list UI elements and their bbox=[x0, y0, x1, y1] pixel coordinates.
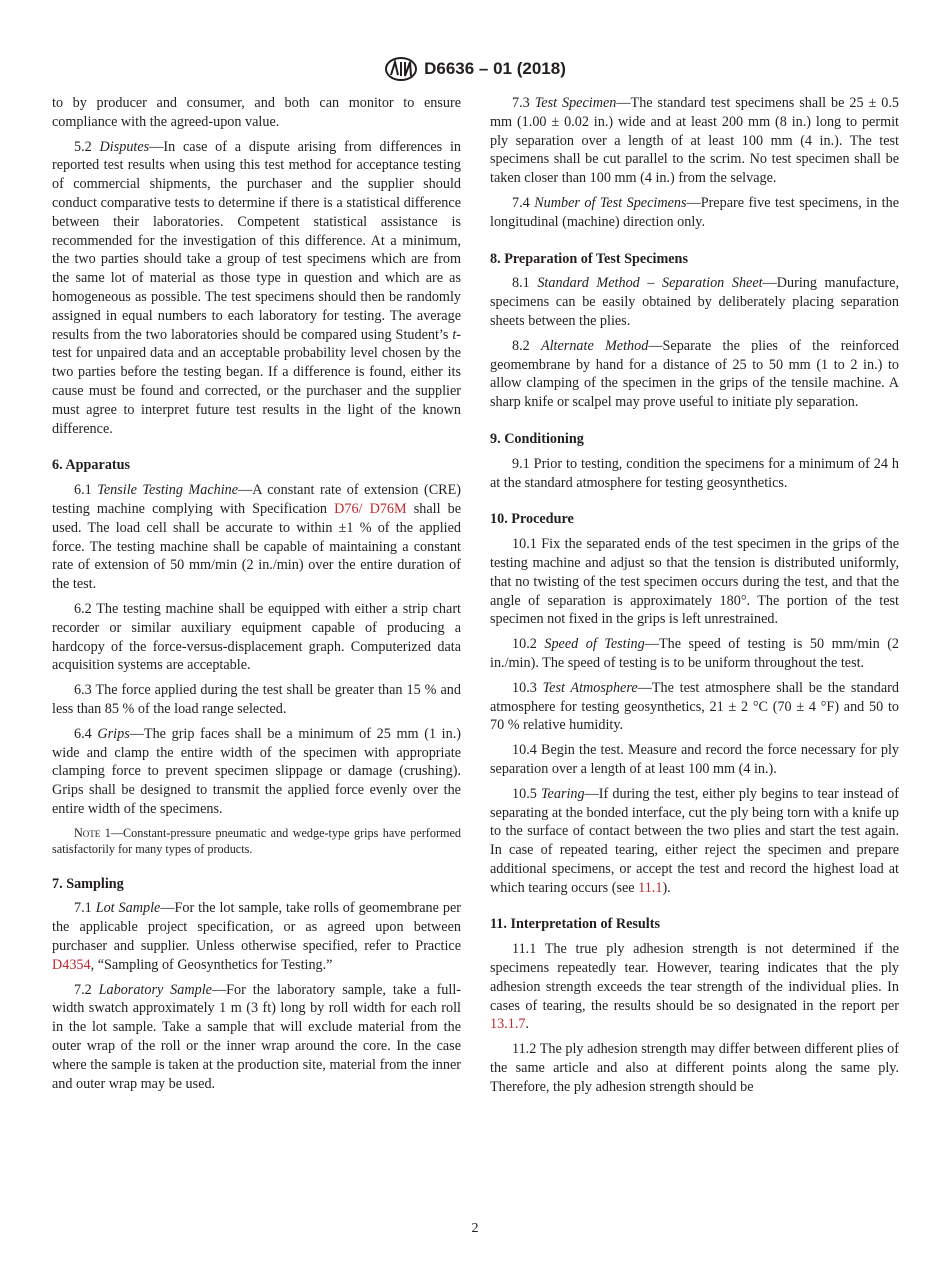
text-run: —During manufacture, specimens can be easily obtained by deliberately placing separation sheets between the plies. bbox=[490, 275, 900, 329]
paragraph-title: Tensile Testing Machine bbox=[97, 482, 239, 499]
paragraph bbox=[490, 94, 899, 188]
text-run: 10.1 Fix the separated ends of the test specimen in the grips of the testing machine and adjust so that the tension is distributed uniformly, that no twisting of the test specimen occurs during the test, and that the angle of separation is approximately 180°. The portion of the test specimen not fixed in the grips is left unrestrained. bbox=[490, 536, 899, 628]
paragraph bbox=[490, 1040, 899, 1096]
astm-logo bbox=[384, 56, 418, 82]
paragraph bbox=[52, 725, 461, 819]
text-run: . bbox=[525, 1016, 530, 1033]
text-run: —Separate the plies of the reinforced geomembrane by hand for a distance of 25 to 50 mm (1 to 2 in.) to allow clamping of the specimen in the grips of the tensile machine. A sharp knife or scalpel may prove useful to initiate ply separation. bbox=[490, 337, 899, 411]
right-column bbox=[490, 94, 899, 1103]
text-run: 7. Sampling bbox=[52, 875, 124, 892]
paragraph bbox=[52, 481, 461, 594]
paragraph-title: Speed of Testing bbox=[544, 636, 645, 653]
text-run: 6.3 The force applied during the test shall be greater than 15 % and less than 85 % of the load range selected. bbox=[52, 682, 461, 717]
text-run: —If during the test, either ply begins to tear instead of separating at the bonded interface, cut the ply being torn with a knife up to the surface of contact between the two plies and start the test again. In case of repeated tearing, either reject the specimen and prepare additional specimens, or accept the test and record the highest load at which tearing occurs (see bbox=[490, 785, 899, 896]
text-run: to by producer and consumer, and both can monitor to ensure compliance with the agreed-upon value. bbox=[52, 95, 461, 130]
text-run: shall be used. The load cell shall be accurate to within ±1 % of the applied force. The testing machine shall be capable of maintaining a constant rate of extension of 50 mm/min (2 in./min) over the entire duration of the test. bbox=[52, 500, 461, 593]
text-run: 10. Procedure bbox=[490, 511, 574, 528]
text-run: 9.1 Prior to testing, condition the specimens for a minimum of 24 h at the standard atmosphere for testing geosynthetics. bbox=[490, 455, 899, 491]
paragraph-title: Tearing bbox=[540, 785, 585, 802]
text-run: 7.4 bbox=[512, 194, 535, 211]
text-run: 11.1 The true ply adhesion strength is not determined if the specimens repeatedly tear. However, tearing indicates that the ply adhesion strength exceeds the tear strength of the individual plies. In cases of tearing, the results should be so designated in the report per bbox=[490, 941, 899, 1014]
paragraph bbox=[52, 94, 461, 132]
section-heading bbox=[490, 250, 899, 269]
page-header bbox=[0, 56, 950, 82]
paragraph bbox=[490, 635, 899, 673]
text-run: —The grip faces shall be a minimum of 25 mm (1 in.) wide and clamp the entire width of the specimen with appropriate clamping force to prevent specimen slippage or damage (crushing). Grips shall be designed to transmit the applied force evenly over the entire width of the specimens. bbox=[52, 725, 461, 817]
paragraph-title: Standard Method – Separation Sheet bbox=[537, 275, 763, 292]
paragraph bbox=[490, 274, 899, 330]
text-run: Note bbox=[74, 825, 101, 840]
section-heading bbox=[490, 510, 899, 529]
paragraph-title: Test Atmosphere bbox=[542, 679, 638, 696]
paragraph-title: Number of Test Specimens bbox=[534, 194, 687, 211]
paragraph bbox=[490, 785, 899, 898]
text-run: 7.1 bbox=[74, 900, 96, 917]
page-number: 2 bbox=[471, 1221, 479, 1236]
section-heading bbox=[52, 875, 461, 894]
text-run: 8.1 bbox=[512, 275, 538, 292]
text-run: 9. Conditioning bbox=[490, 430, 584, 447]
section-heading bbox=[490, 915, 899, 934]
text-run: 10.5 bbox=[512, 785, 541, 802]
paragraph bbox=[490, 940, 899, 1034]
paragraph-title: Grips bbox=[97, 725, 130, 742]
reference-link[interactable]: D4354 bbox=[52, 956, 91, 973]
text-run: 6.2 The testing machine shall be equipped with either a strip chart recorder or similar auxiliary equipment capable of producing a hardcopy of the force-versus-displacement graph. Computerized data acquisition systems are acceptable. bbox=[52, 600, 461, 674]
text-run: 6.1 bbox=[74, 482, 98, 499]
reference-link[interactable]: 13.1.7 bbox=[490, 1016, 526, 1033]
text-run: 11.2 The ply adhesion strength may differ between different plies of the same article and also at different points along the same ply. Therefore, the ply adhesion strength should be bbox=[490, 1041, 899, 1095]
paragraph bbox=[52, 138, 461, 439]
paragraph-title: t bbox=[452, 326, 457, 343]
text-run: 7.3 bbox=[512, 95, 535, 111]
paragraph bbox=[52, 899, 461, 974]
paragraph bbox=[490, 679, 899, 735]
text-run: —The test atmosphere shall be the standard atmosphere for testing geosynthetics, 21 ± 2 °C (70 ± 4 °F) and 50 to 70 % relative humidity. bbox=[490, 679, 899, 734]
section-heading bbox=[52, 456, 461, 475]
paragraph bbox=[490, 741, 899, 779]
text-run: 5.2 bbox=[74, 138, 100, 155]
paragraph bbox=[52, 600, 461, 675]
text-run: 10.2 bbox=[512, 636, 545, 653]
paragraph-title: Alternate Method bbox=[540, 337, 649, 354]
paragraph bbox=[490, 194, 899, 232]
text-run: , “Sampling of Geosynthetics for Testing.” bbox=[90, 956, 333, 973]
section-heading bbox=[490, 430, 899, 449]
note bbox=[52, 825, 461, 857]
paragraph bbox=[490, 337, 899, 412]
text-run: 6.4 bbox=[74, 725, 98, 742]
reference-link[interactable]: 11.1 bbox=[638, 879, 663, 896]
text-run: —For the laboratory sample, take a full-width swatch approximately 1 m (3 ft) long by roll width for each roll in the lot sample. Take a sample that will exclude material from the outer wrap of the roll or the inner wrap around the core. In the case where the sample is taken at the production site, material from the inner and outer wrap may be used. bbox=[52, 981, 461, 1092]
standard-designation: D6636 – 01 (2018) bbox=[424, 59, 566, 78]
text-run: 10.4 Begin the test. Measure and record the force necessary for ply separation over a length of at least 100 mm (4 in.). bbox=[490, 742, 899, 777]
paragraph bbox=[490, 455, 899, 493]
text-run: —Prepare five test specimens, in the longitudinal (machine) direction only. bbox=[490, 194, 899, 230]
text-run: —For the lot sample, take rolls of geomembrane per the applicable project specification, or as agreed upon between purchaser and supplier. Unless otherwise specified, refer to Practice bbox=[52, 900, 461, 955]
text-run: 8.2 bbox=[512, 337, 541, 354]
text-run: ). bbox=[662, 879, 671, 896]
paragraph bbox=[52, 681, 461, 719]
text-run: 8. Preparation of Test Specimens bbox=[490, 250, 688, 267]
text-run: —A constant rate of extension (CRE) testing machine complying with Specification bbox=[52, 482, 462, 517]
text-run: 10.3 bbox=[512, 679, 543, 696]
paragraph bbox=[52, 981, 461, 1094]
paragraph-title: Laboratory Sample bbox=[98, 981, 212, 998]
text-run: —In case of a dispute arising from differences in reported test results when using this test method for acceptance testing of commercial shipments, the purchaser and the supplier should conduct comparative tests to determine if there is a statistical difference between their laboratories. Competent statistical assistance is recommended for the investigation of this difference. At a minimum, the two parties should take a group of test specimens which are from the same lot of material as those type in question and which are as homogeneous as possible. The test specimens should then be randomly assigned in equal numbers to each laboratory for testing. The average results from the two laboratories should be compared using Student’s bbox=[52, 138, 461, 343]
text-run: 7.2 bbox=[74, 981, 99, 998]
text-run: 11. Interpretation of Results bbox=[490, 916, 660, 933]
paragraph-title: Lot Sample bbox=[95, 900, 161, 917]
text-run: —The standard test specimens shall be 25 ± 0.5 mm (1.00 ± 0.02 in.) wide and at least 200 mm (8 in.) long to permit ply separation over a length of at least 100 mm (4 in.). The test specimens shall be cut parallel to the scrim. No test specimen shall be taken closer than 100 mm (4 in.) from the selvage. bbox=[490, 95, 899, 187]
text-run: —The speed of testing is 50 mm/min (2 in./min). The speed of testing is to be uniform throughout the test. bbox=[490, 636, 900, 671]
paragraph bbox=[490, 535, 899, 629]
left-column bbox=[52, 94, 461, 1099]
paragraph-title: Disputes bbox=[99, 138, 150, 155]
text-run: 6. Apparatus bbox=[52, 457, 131, 474]
paragraph-title: Test Specimen bbox=[534, 95, 617, 111]
text-run: -test for unpaired data and an acceptable probability level chosen by the two parties before the testing began. If a difference is found, either its cause must be found and corrected, or the purchaser and the supplier must agree to interpret future test results in the light of the known difference. bbox=[52, 326, 461, 437]
reference-link[interactable]: D76/ D76M bbox=[334, 500, 407, 517]
text-run: 1—Constant-pressure pneumatic and wedge-type grips have performed satisfactorily for many types of products. bbox=[52, 825, 461, 856]
